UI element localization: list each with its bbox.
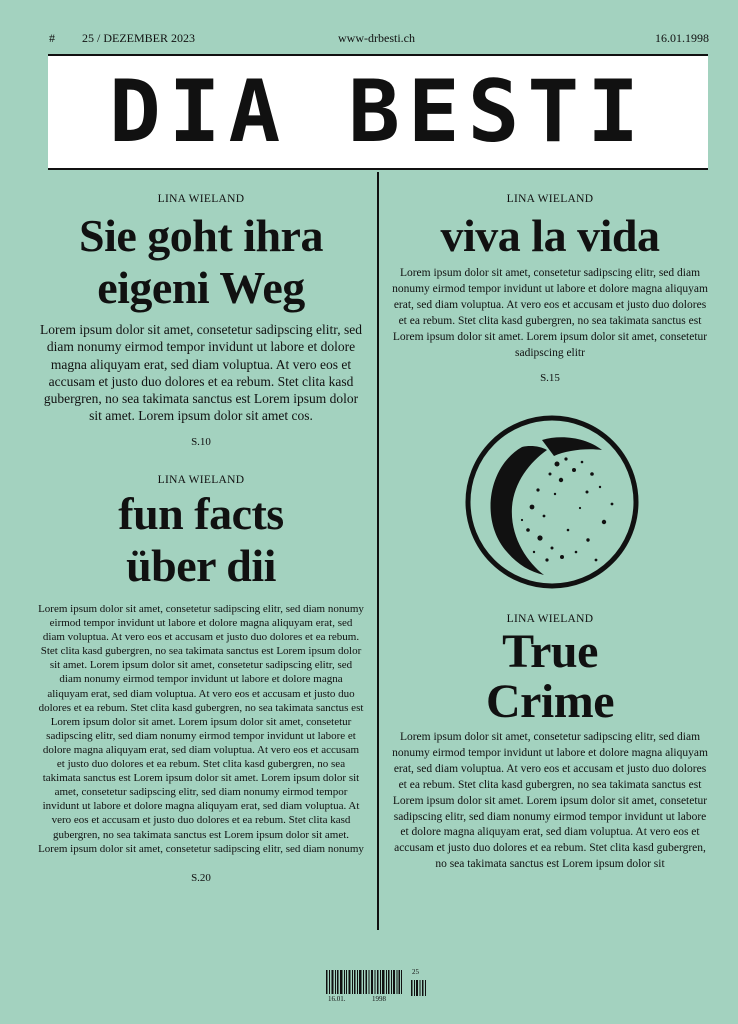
article-sie-goht bbox=[40, 193, 362, 448]
article-headline: viva la vida bbox=[440, 210, 660, 261]
article-viva-la-vida bbox=[392, 193, 708, 384]
article-headline-line2: eigeni Weg bbox=[97, 262, 305, 313]
article-page-ref: S.20 bbox=[191, 871, 211, 884]
article-body: Lorem ipsum dolor sit amet, consetetur sadipscing elitr, sed diam nonumy eirmod tempor invidunt ut labore et dolore magna aliquyam erat, sed diam voluptua. At vero eos et accusam et justo duo dolores et ea rebum. Stet clita kasd gubergren, no sea takimata sanctus est Lorem ipsum dolor sit amet. Lorem ipsum dolor sit amet, consetetur sadipscing elitr, sed diam nonumy eirmod tempor invidunt ut labore et dolore magna aliquyam erat, sed diam voluptua. At vero eos et accusam et justo duo dolores et ea rebum. Stet clita kasd gubergren, no sea takimata sanctus est Lorem ipsum dolor sit bbox=[392, 731, 708, 871]
issue-label: 25 / DEZEMBER 2023 bbox=[82, 31, 195, 45]
barcode-date-right: 1998 bbox=[372, 995, 386, 1003]
article-author: LINA WIELAND bbox=[506, 613, 594, 625]
article-headline-line1: True bbox=[502, 625, 598, 678]
article-fun-facts bbox=[38, 474, 364, 884]
article-author: LINA WIELAND bbox=[506, 193, 594, 205]
ink-circle-icon bbox=[462, 412, 642, 592]
article-body: Lorem ipsum dolor sit amet, consetetur sadipscing elitr, sed diam nonumy eirmod tempor invidunt ut labore et dolore magna aliquyam erat, sed diam voluptua. At vero eos et accusam et justo duo dolores et ea rebum. Stet clita kasd gubergren, no sea takimata sanctus est Lorem ipsum dolor sit amet. Lorem ipsum dolor sit amet cos. bbox=[40, 322, 362, 424]
article-headline-line2: über dii bbox=[126, 540, 276, 591]
barcode-date-left: 16.01. bbox=[328, 995, 346, 1003]
barcode bbox=[326, 968, 436, 1004]
publication-date: 16.01.1998 bbox=[655, 31, 709, 45]
article-author: LINA WIELAND bbox=[157, 474, 245, 486]
hash-mark: # bbox=[49, 31, 55, 45]
article-headline-line2: Crime bbox=[485, 675, 615, 728]
article-page-ref: S.10 bbox=[191, 435, 211, 448]
article-true-crime bbox=[392, 613, 708, 873]
barcode-issue-number: 25 bbox=[412, 968, 419, 976]
article-page-ref: S.15 bbox=[540, 372, 560, 385]
article-body: Lorem ipsum dolor sit amet, consetetur sadipscing elitr, sed diam nonumy eirmod tempor invidunt ut labore et dolore magna aliquyam erat, sed diam voluptua. At vero eos et accusam et justo duo dolores et ea rebum. Stet clita kasd gubergren, no sea takimata sanctus est Lorem ipsum dolor sit amet. Lorem ipsum dolor sit amet, consetetur sadipscing elitr bbox=[392, 267, 708, 359]
article-headline-line1: fun facts bbox=[118, 488, 284, 539]
column-divider bbox=[377, 172, 379, 930]
website-url: www-drbesti.ch bbox=[338, 31, 415, 45]
masthead bbox=[48, 54, 708, 170]
masthead-title: DIA BESTI bbox=[109, 62, 647, 162]
article-headline-line1: Sie goht ihra bbox=[79, 210, 323, 261]
article-body: Lorem ipsum dolor sit amet, consetetur sadipscing elitr, sed diam nonumy eirmod tempor invidunt ut labore et dolore magna aliquyam erat, sed diam voluptua. At vero eos et accusam et justo duo dolores et ea rebum. Stet clita kasd gubergren, no sea takimata sanctus est Lorem ipsum dolor sit amet. Lorem ipsum dolor sit amet, consetetur sadipscing elitr, sed diam nonumy eirmod tempor invidunt ut labore et dolore magna aliquyam erat, sed diam voluptua. At vero eos et accusam et justo duo dolores et ea rebum. Stet clita kasd gubergren, no sea takimata sanctus est Lorem ipsum dolor sit amet. Lorem ipsum dolor sit amet, consetetur sadipscing elitr, sed diam nonumy eirmod tempor invidunt ut labore et dolore magna aliquyam erat, sed diam voluptua. At vero eos et accusam et justo duo dolores et ea rebum. Stet clita kasd gubergren, no sea takimata sanctus est Lorem ipsum dolor sit amet. Lorem ipsum dolor sit amet, consetetur sadipscing elitr, sed diam nonumy eirmod tempor invidunt ut labore et dolore magna aliquyam erat, sed diam voluptua. At vero eos et accusam et justo duo dolores et ea rebum. Stet clita kasd gubergren, no sea takimata sanctus est Lorem ipsum dolor sit amet. Lorem ipsum dolor sit amet, consetetur sadipscing elitr, sed diam nonumy bbox=[38, 603, 364, 855]
article-author: LINA WIELAND bbox=[157, 193, 245, 205]
